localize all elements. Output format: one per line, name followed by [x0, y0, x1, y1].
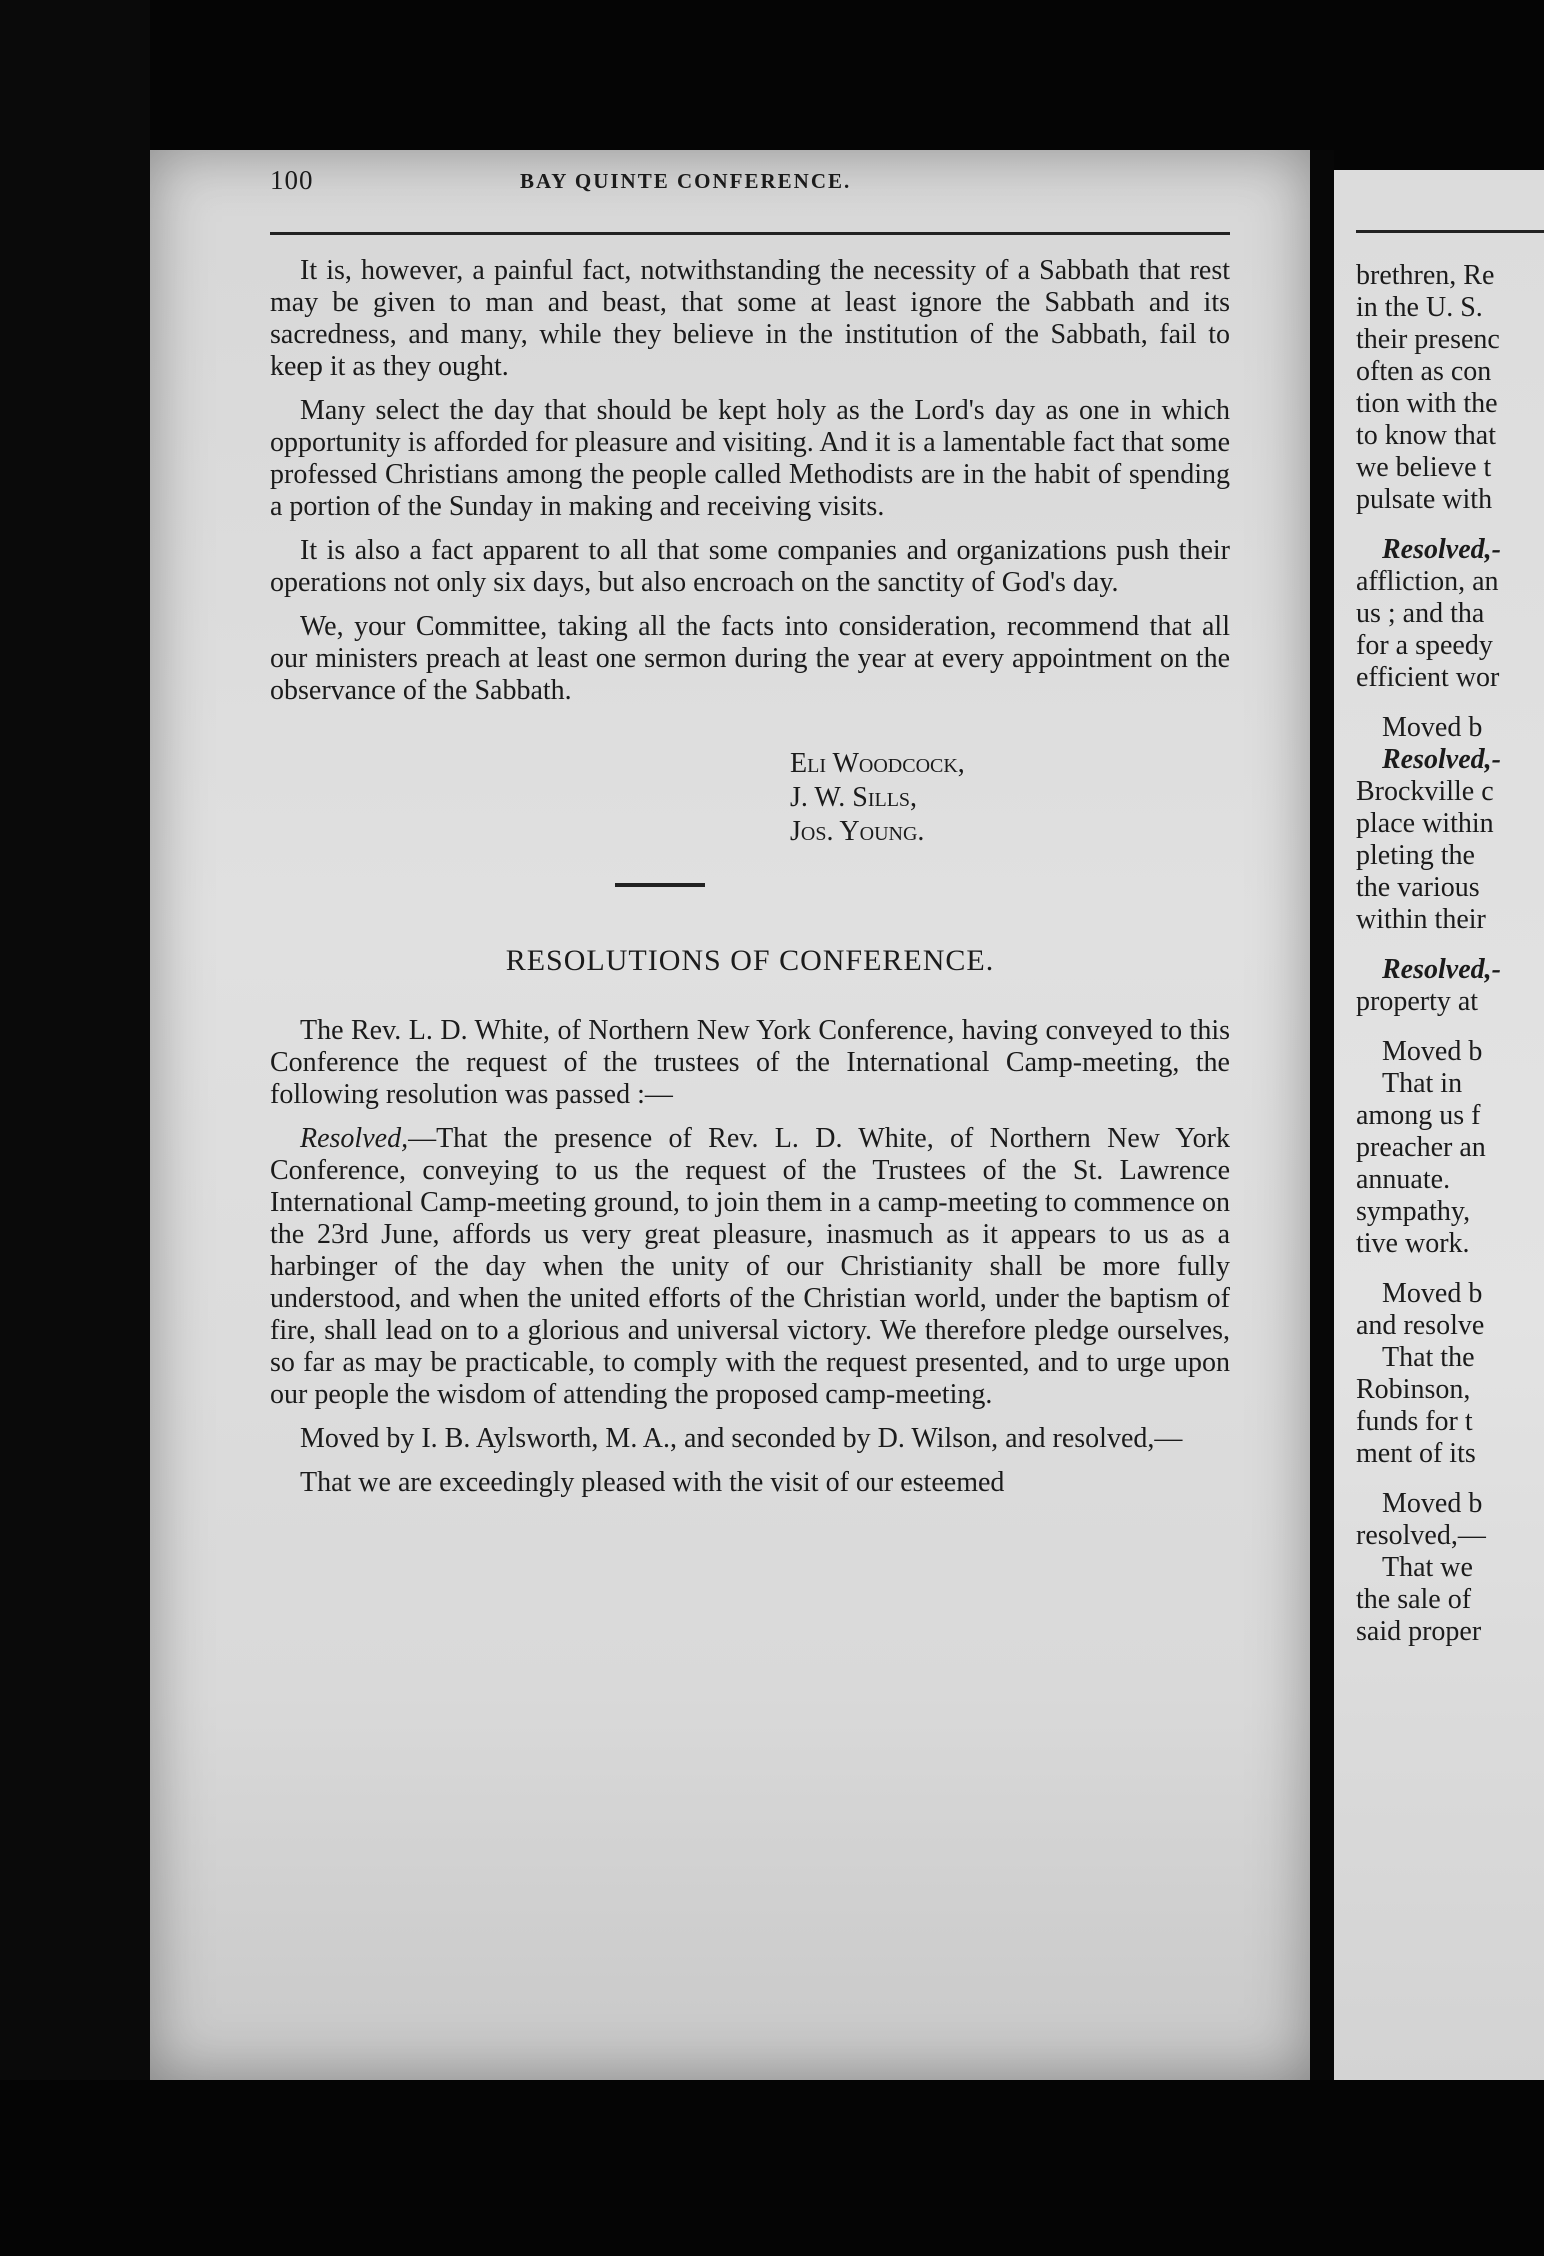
resolution-intro: The Rev. L. D. White, of Northern New York Conference, having conveyed to this Conference the request of the trustees of the International Camp-meeting, the following resolution was passed :—: [270, 1015, 1230, 1110]
text-line: Moved b: [1382, 1488, 1483, 1519]
text-line: Robinson,: [1356, 1374, 1471, 1405]
resolution-paragraph: [270, 1123, 1230, 1411]
resolved-text: —That the presence of Rev. L. D. White, of Northern New York Conference, conveying to us the request of the Trustees of the St. Lawrence International Camp-meeting ground, to join them in a camp-meeting to commence on the 23rd June, affords us very great pleasure, inasmuch as it appears to us as a harbinger of the day when the unity of our Christianity shall be more fully understood, and when the united efforts of the Christian world, under the baptism of fire, shall lead on to a glorious and universal victory. We therefore pledge ourselves, so far as may be practicable, to comply with the request presented, and to urge upon our people the wisdom of attending the proposed camp-meeting.: [270, 1123, 1230, 1410]
text-line: That we: [1382, 1552, 1473, 1583]
text-line: for a speedy: [1356, 630, 1493, 661]
resolved-label: Resolved,: [300, 1123, 409, 1154]
text-line: Moved b: [1382, 1036, 1483, 1067]
resolved-label: Resolved,-: [1382, 534, 1501, 565]
text-line: tive work.: [1356, 1228, 1470, 1259]
resolved-label: Resolved,-: [1382, 744, 1501, 775]
right-page-rule: [1356, 230, 1544, 233]
text-line: efficient wor: [1356, 662, 1500, 693]
right-page-text: [1356, 260, 1544, 1648]
text-line: brethren, Re: [1356, 260, 1495, 291]
text-line: we believe t: [1356, 452, 1492, 483]
text-line: That the: [1382, 1342, 1475, 1373]
section-divider: [615, 883, 705, 887]
text-line: the sale of: [1356, 1584, 1472, 1615]
text-line: annuate.: [1356, 1164, 1451, 1195]
signature-name: Eli Woodcock,: [790, 748, 965, 779]
text-line: Moved b: [1382, 712, 1483, 743]
paragraph: We, your Committee, taking all the facts into consideration, recommend that all our ministers preach at least one sermon during the year at every appointment on the observance of the Sabbath.: [270, 611, 1230, 706]
paragraph: It is, however, a painful fact, notwithstanding the necessity of a Sabbath that rest may be given to man and beast, that some at least ignore the Sabbath and its sacredness, and many, while they believe in the institution of the Sabbath, fail to keep it as they ought.: [270, 255, 1230, 382]
text-line: in the U. S.: [1356, 292, 1483, 323]
text-line: within their: [1356, 904, 1486, 935]
text-line: Brockville c: [1356, 776, 1494, 807]
section-title: RESOLUTIONS OF CONFERENCE.: [505, 944, 995, 977]
scan-border-bottom: [0, 2080, 1544, 2256]
text-line: funds for t: [1356, 1406, 1473, 1437]
paragraph: It is also a fact apparent to all that some companies and organizations push their operations not only six days, but also encroach on the sanctity of God's day.: [270, 535, 1230, 598]
scan-border-left: [0, 0, 150, 2256]
left-page-text: [270, 255, 1230, 1511]
resolved-label: Resolved,-: [1382, 954, 1501, 985]
text-line: property at: [1356, 986, 1479, 1017]
final-paragraph: That we are exceedingly pleased with the visit of our esteemed: [300, 1467, 1005, 1498]
text-line: affliction, an: [1356, 566, 1499, 597]
text-line: preacher an: [1356, 1132, 1486, 1163]
text-line: tion with the: [1356, 388, 1498, 419]
text-line: us ; and tha: [1356, 598, 1485, 629]
signature-name: Jos. Young.: [790, 816, 925, 847]
text-line: their presenc: [1356, 324, 1500, 355]
text-line: pleting the: [1356, 840, 1475, 871]
book-gutter: [1310, 150, 1334, 2080]
moved-paragraph: Moved by I. B. Aylsworth, M. A., and seconded by D. Wilson, and resolved,—: [300, 1423, 1183, 1454]
text-line: That in: [1382, 1068, 1463, 1099]
page-header: [270, 165, 1230, 205]
committee-signatures: [790, 747, 1230, 849]
paragraph: Many select the day that should be kept holy as the Lord's day as one in which opportunity is afforded for pleasure and visiting. And it is a lamentable fact that some professed Christians among the people called Methodists are in the habit of spending a portion of the Sunday in making and receiving visits.: [270, 395, 1230, 522]
text-line: ment of its: [1356, 1438, 1476, 1469]
page-number: 100: [270, 165, 314, 195]
running-head: BAY QUINTE CONFERENCE.: [520, 169, 852, 193]
signature-name: J. W. Sills,: [790, 782, 918, 813]
text-line: place within: [1356, 808, 1494, 839]
text-line: pulsate with: [1356, 484, 1493, 515]
text-line: resolved,—: [1356, 1520, 1486, 1551]
text-line: to know that: [1356, 420, 1496, 451]
text-line: Moved b: [1382, 1278, 1483, 1309]
text-line: the various: [1356, 872, 1480, 903]
text-line: often as con: [1356, 356, 1492, 387]
text-line: among us f: [1356, 1100, 1481, 1131]
text-line: and resolve: [1356, 1310, 1485, 1341]
header-rule: [270, 232, 1230, 235]
text-line: said proper: [1356, 1616, 1482, 1647]
text-line: sympathy,: [1356, 1196, 1471, 1227]
